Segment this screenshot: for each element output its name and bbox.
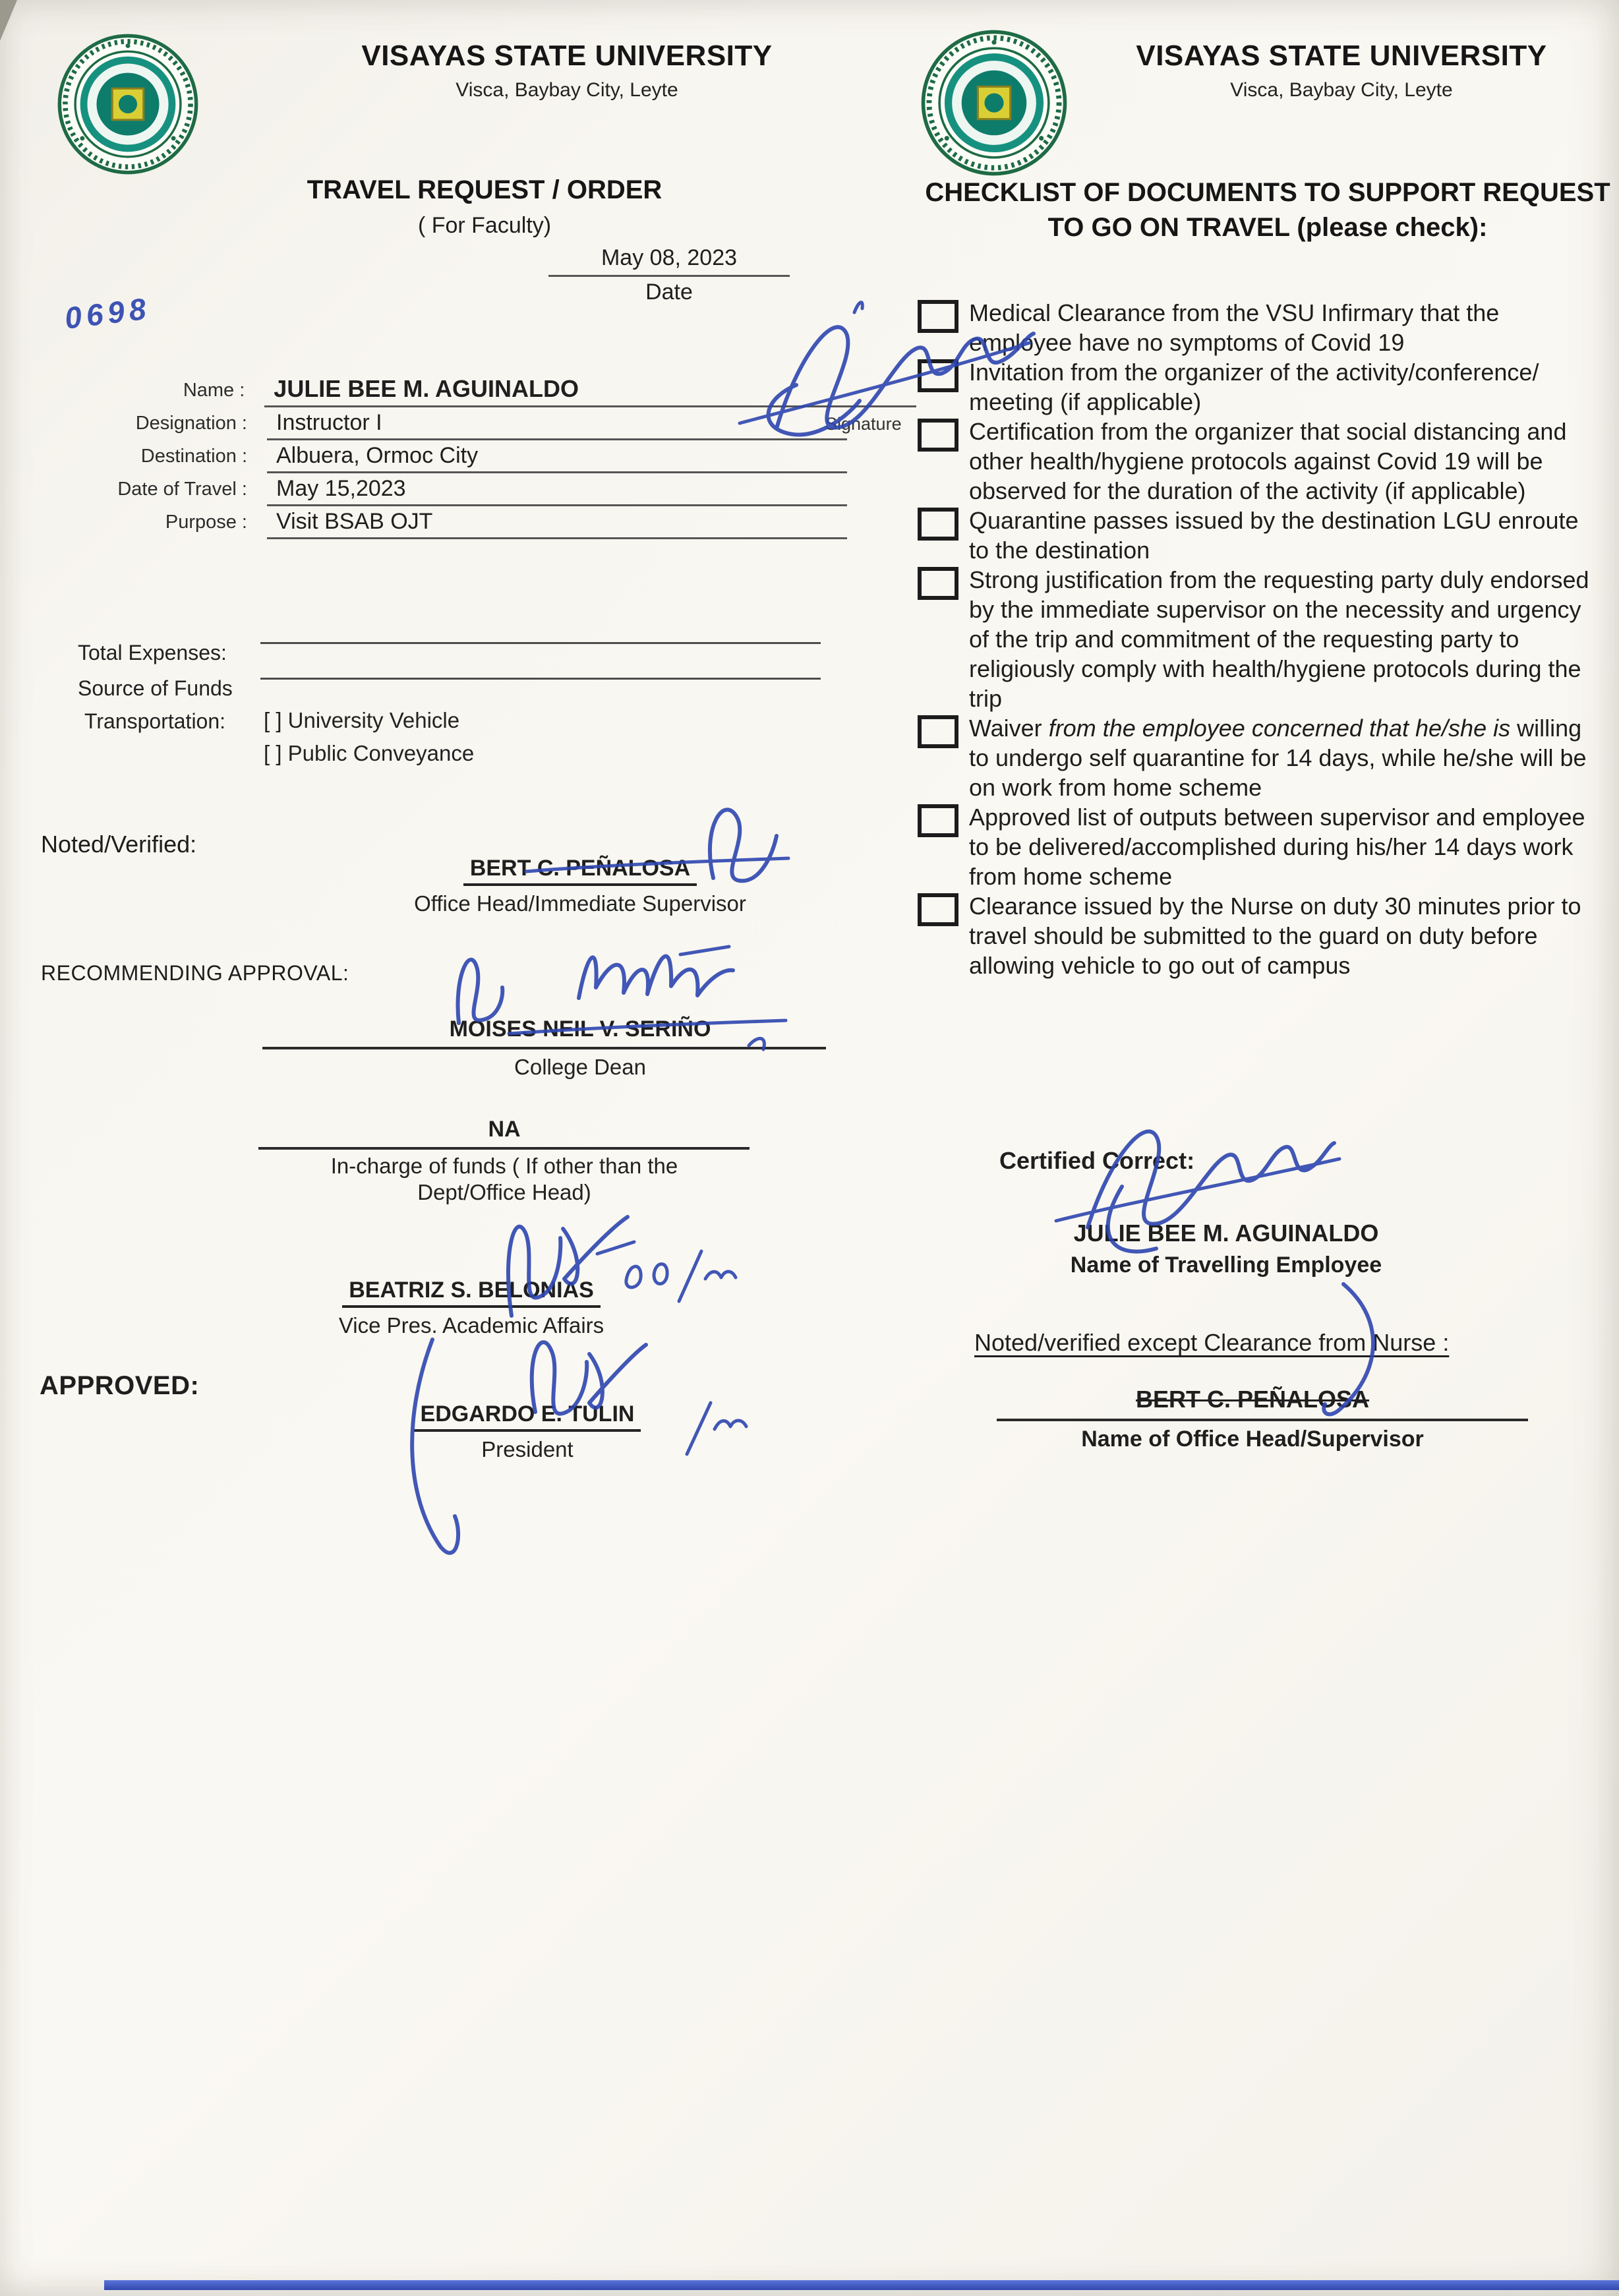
funds-line xyxy=(258,1147,750,1150)
signature-caption: Signature xyxy=(825,414,902,434)
checklist-item xyxy=(918,298,1610,357)
name-value: JULIE BEE M. AGUINALDO xyxy=(264,375,916,407)
noted-signatory-name: BERT C. PEÑALOSA xyxy=(463,856,697,886)
signature-certified-correct xyxy=(1088,1131,1334,1227)
field-row-destination xyxy=(99,440,916,473)
office-head-caption: Name of Office Head/Supervisor xyxy=(1081,1427,1424,1452)
university-seal-logo-right xyxy=(920,29,1068,177)
checkbox-strong-justification[interactable] xyxy=(918,567,958,600)
field-row-date-of-travel xyxy=(99,473,916,506)
funds-caption-block xyxy=(257,1154,751,1205)
date-block xyxy=(548,245,790,305)
dean-signatory-block xyxy=(260,1016,900,1042)
noted-except-label: Noted/verified except Clearance from Nurse : xyxy=(974,1329,1450,1356)
checklist-item xyxy=(918,506,1610,565)
field-row-name xyxy=(99,374,916,407)
vp-title: Vice Pres. Academic Affairs xyxy=(338,1313,604,1338)
date-of-travel-value: May 15,2023 xyxy=(267,476,847,506)
checklist-item-text: Clearance issued by the Nurse on duty 30 minutes prior to travel should be submitted to the guard on duty before allowing vehicle to go out of campus xyxy=(969,893,1581,979)
name-label: Name : xyxy=(183,380,245,401)
checklist-item-text xyxy=(969,713,1601,802)
noted-signatory-block xyxy=(260,856,900,916)
dean-title-block xyxy=(260,1055,900,1080)
checklist-item xyxy=(918,417,1610,506)
checklist-title-line2: TO GO ON TRAVEL (please check): xyxy=(1047,212,1488,242)
dean-line xyxy=(262,1047,826,1049)
right-letterhead xyxy=(1068,40,1615,102)
funds-caption-line2: Dept/Office Head) xyxy=(417,1180,591,1204)
university-address: Visca, Baybay City, Leyte xyxy=(456,79,678,101)
checklist-item xyxy=(918,713,1610,802)
vp-name: BEATRIZ S. BELONIAS xyxy=(342,1278,601,1308)
approved-label: APPROVED: xyxy=(40,1371,200,1400)
president-signatory-block xyxy=(303,1401,751,1462)
funds-na-value: NA xyxy=(488,1117,521,1142)
travelling-employee-name: JULIE BEE M. AGUINALDO xyxy=(1073,1220,1379,1247)
document-title-block xyxy=(198,175,771,239)
destination-value: Albuera, Ormoc City xyxy=(267,443,847,473)
noted-verified-label: Noted/Verified: xyxy=(41,831,197,858)
waiver-text-italic: from the employee concerned that he/she is xyxy=(1048,715,1511,742)
checklist-item xyxy=(918,565,1610,713)
checklist xyxy=(918,298,1610,980)
transport-option-university-vehicle[interactable]: [ ] University Vehicle xyxy=(264,708,460,732)
dean-name: MOISES NEIL V. SERIÑO xyxy=(449,1016,711,1042)
noted-signatory-title: Office Head/Immediate Supervisor xyxy=(414,891,746,916)
travelling-employee-block xyxy=(1015,1220,1437,1278)
waiver-text-suffix: willing to undergo self quarantine for 14 days, while he/she will be on work from home scheme xyxy=(969,715,1587,801)
transportation-label: Transportation: xyxy=(84,709,226,733)
total-expenses-label: Total Expenses: xyxy=(78,641,227,664)
university-name: VISAYAS STATE UNIVERSITY xyxy=(361,40,773,72)
field-row-purpose xyxy=(99,506,916,539)
date-value: May 08, 2023 xyxy=(548,245,790,277)
checklist-item xyxy=(918,802,1610,891)
date-of-travel-label: Date of Travel : xyxy=(117,479,247,500)
office-head-name-block xyxy=(1028,1386,1477,1413)
checkbox-nurse-clearance[interactable] xyxy=(918,893,958,926)
checkbox-approved-outputs[interactable] xyxy=(918,804,958,837)
checklist-item-text: Quarantine passes issued by the destination LGU enroute to the destination xyxy=(969,507,1579,564)
scanner-edge-bar xyxy=(104,2280,1619,2290)
vp-signatory-block xyxy=(260,1278,682,1338)
dean-title: College Dean xyxy=(514,1055,646,1079)
date-label: Date xyxy=(645,280,693,305)
transport-option-public-conveyance[interactable]: [ ] Public Conveyance xyxy=(264,741,475,765)
president-name: EDGARDO E. TULIN xyxy=(414,1401,641,1432)
university-address-right: Visca, Baybay City, Leyte xyxy=(1230,79,1453,101)
checklist-item xyxy=(918,891,1610,980)
purpose-value: Visit BSAB OJT xyxy=(267,509,847,539)
certified-correct-label: Certified Correct: xyxy=(999,1147,1195,1174)
office-head-caption-block xyxy=(1015,1427,1490,1452)
travel-request-fields xyxy=(99,374,916,539)
signature-moises-serino xyxy=(457,960,502,1023)
checklist-item xyxy=(918,357,1610,417)
university-seal-logo-left xyxy=(57,33,199,175)
source-of-funds-line xyxy=(260,678,821,680)
document-subtitle: ( For Faculty) xyxy=(417,213,552,238)
checklist-item-text: Certification from the organizer that social distancing and other health/hygiene protocols against Covid 19 will be observed for the duration of the activity (if applicable) xyxy=(969,418,1567,504)
funds-na-block xyxy=(257,1117,751,1142)
checkbox-medical-clearance[interactable] xyxy=(918,300,958,333)
recommending-approval-label: RECOMMENDING APPROVAL: xyxy=(41,961,349,985)
designation-value: Instructor I xyxy=(267,410,847,440)
checklist-item-text: Invitation from the organizer of the activity/conference/ meeting (if applicable) xyxy=(969,359,1539,415)
purpose-label: Purpose : xyxy=(165,512,247,533)
field-row-designation xyxy=(99,407,916,440)
checkbox-waiver[interactable] xyxy=(918,715,958,748)
waiver-text-prefix: Waiver xyxy=(969,715,1049,742)
destination-label: Destination : xyxy=(140,446,247,467)
checkbox-quarantine-passes[interactable] xyxy=(918,508,958,541)
checklist-title-line1: CHECKLIST OF DOCUMENTS TO SUPPORT REQUEST xyxy=(925,178,1610,207)
source-of-funds-label: Source of Funds xyxy=(78,676,233,700)
president-title: President xyxy=(481,1437,574,1461)
document-title: TRAVEL REQUEST / ORDER xyxy=(307,175,662,204)
funds-caption-line1: In-charge of funds ( If other than the xyxy=(330,1154,678,1178)
travelling-employee-caption: Name of Travelling Employee xyxy=(1070,1252,1382,1278)
office-head-line xyxy=(997,1419,1528,1421)
checklist-item-text: Medical Clearance from the VSU Infirmary that the employee have no symptoms of Covid 19 xyxy=(969,299,1500,356)
university-name-right: VISAYAS STATE UNIVERSITY xyxy=(1136,40,1547,72)
checkbox-invitation[interactable] xyxy=(918,359,958,392)
checklist-title xyxy=(916,175,1619,245)
designation-label: Designation : xyxy=(135,413,247,434)
total-expenses-line xyxy=(260,642,821,644)
left-letterhead xyxy=(237,40,897,102)
scan-corner-artifact xyxy=(0,0,17,41)
checkbox-certification[interactable] xyxy=(918,419,958,452)
handwritten-form-number: 0698 xyxy=(63,291,153,336)
office-head-name: BERT C. PEÑALOSA xyxy=(1135,1386,1370,1413)
checklist-item-text: Approved list of outputs between supervisor and employee to be delivered/accomplished during his/her 14 days work from home scheme xyxy=(969,804,1585,890)
checklist-item-text: Strong justification from the requesting party duly endorsed by the immediate supervisor on the necessity and urgency of the trip and commitment of the requesting party to religiously comply with health/hygiene protocols during the trip xyxy=(969,566,1589,712)
